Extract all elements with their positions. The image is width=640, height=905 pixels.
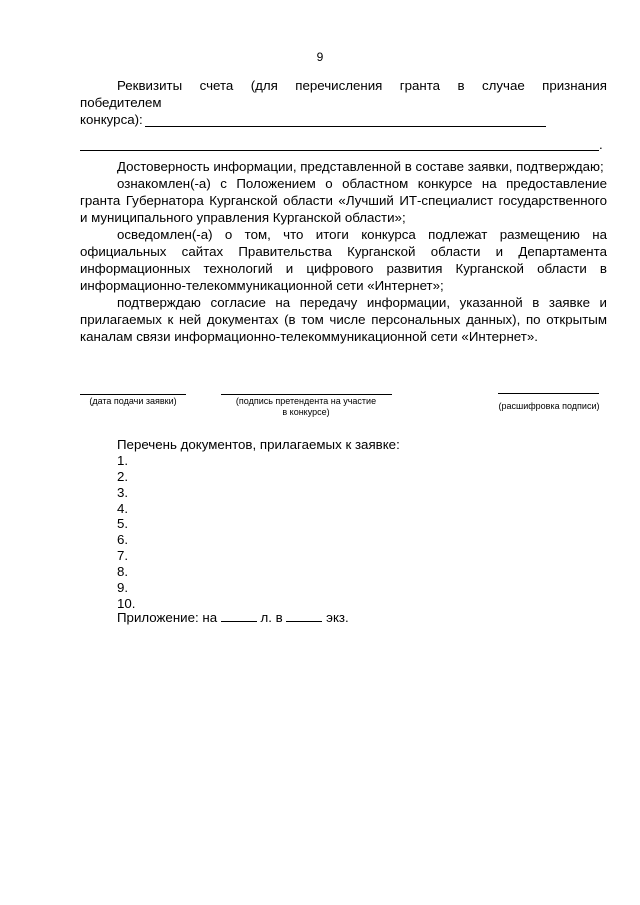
decoding-signature-line — [498, 393, 599, 394]
declaration-paragraph: ознакомлен(-а) с Положением о областном конкурсе на предоставление гранта Губернатора Курганской области «Лучший ИТ-специалист государственного и муниципального управления Курганской области»; — [80, 176, 607, 225]
list-item: 9. — [117, 579, 129, 595]
list-item: 6. — [117, 532, 129, 548]
requisites-line-1: Реквизиты счета (для перечисления гранта в случае признания — [117, 78, 607, 93]
requisites-account-line-2 — [80, 150, 599, 151]
decoding-caption: (расшифровка подписи) — [498, 401, 600, 411]
appendix-sheets-label: л. в — [260, 610, 283, 625]
documents-list-title: Перечень документов, прилагаемых к заявке: — [117, 437, 400, 452]
list-item: 3. — [117, 484, 129, 500]
appendix-line — [117, 610, 349, 626]
requisites-line-end-dot: . — [599, 137, 603, 152]
list-item: 1. — [117, 453, 129, 468]
appendix-copies-label: экз. — [326, 610, 349, 625]
requisites-line-3-label: конкурса): — [80, 112, 143, 127]
declaration-paragraph: подтверждаю согласие на передачу информации, указанной в заявке и прилагаемых к ней документах (в том числе персональных данных), по открытым каналам связи информационно-телекоммуникационной сети «Интернет». — [80, 295, 607, 344]
copies-blank — [286, 621, 322, 622]
signature-caption-line-2: в конкурсе) — [282, 407, 330, 417]
list-item: 2. — [117, 468, 129, 484]
applicant-signature-line — [221, 394, 392, 395]
requisites-line-2: победителем — [80, 95, 162, 110]
appendix-label: Приложение: на — [117, 610, 218, 625]
declaration-paragraph: осведомлен(-а) о том, что итоги конкурса подлежат размещению на официальных сайтах Правительства Курганской области и Департамента информационных технологий и цифрового развития Курганской области в информационно-телекоммуникационной сети «Интернет»; — [80, 227, 607, 293]
list-item: 5. — [117, 516, 129, 532]
declaration-paragraph: Достоверность информации, представленной в составе заявки, подтверждаю; — [117, 159, 604, 174]
requisites-account-line — [145, 126, 546, 127]
declaration-block — [80, 158, 607, 345]
list-item: 4. — [117, 500, 129, 516]
list-item: 10. — [117, 595, 136, 611]
list-item: 8. — [117, 563, 129, 579]
page-number: 9 — [316, 50, 324, 64]
sheets-blank — [221, 621, 257, 622]
signature-caption-line-1: (подпись претендента на участие — [235, 396, 377, 406]
date-signature-line — [80, 394, 186, 395]
documents-list — [117, 453, 136, 611]
date-caption: (дата подачи заявки) — [89, 396, 177, 406]
list-item: 7. — [117, 548, 129, 564]
